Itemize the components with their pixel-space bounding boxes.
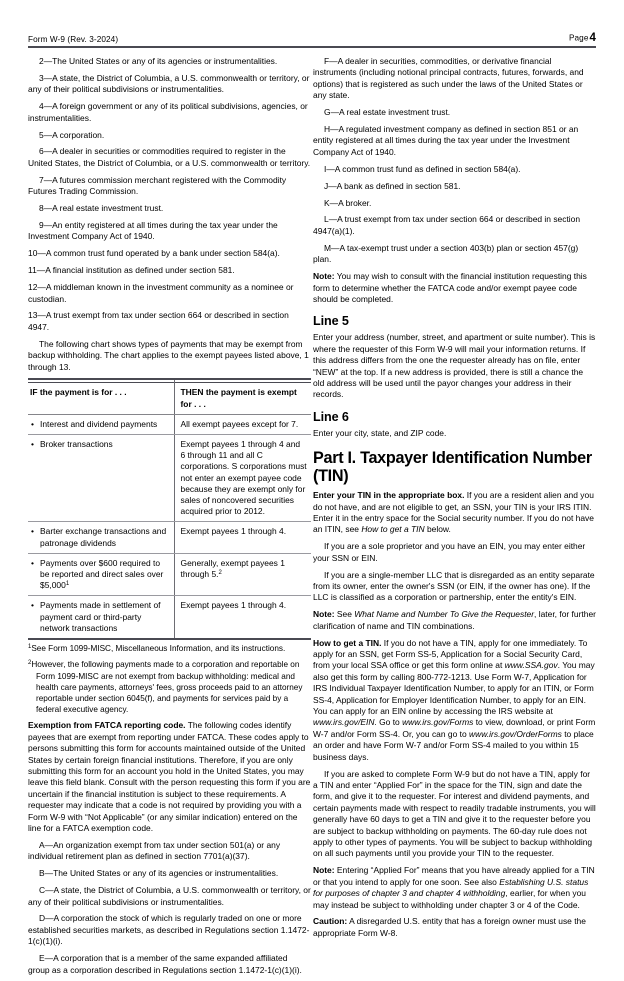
fatca-code-list-continued — [313, 56, 596, 266]
exempt-payee-item: 2—The United States or any of its agencies or instrumentalities. — [39, 56, 278, 66]
page-word: Page — [568, 33, 589, 43]
heading-line-6: Line 6 — [313, 409, 349, 424]
table-row — [28, 435, 311, 522]
right-column — [313, 56, 596, 945]
fatca-body: The following codes identify payees that are exempt from reporting under FATCA. These codes apply to persons submitting this form for accounts maintained outside of the United States by certain foreign financial institutions. Therefore, if you are only submitting this form for an account you hold in the United States, you may leave this field blank. Consult with the person requesting this form if you are uncertain if the financial institution is subject to these requirements. A requester may indicate that a code is not required by providing you with a Form W-9 with “Not Applicable” (or any similar indication) entered on the line for a FATCA exemption code. — [28, 720, 311, 833]
how-to-get-tin-paragraph — [313, 638, 596, 763]
chart-footnote-1 — [28, 643, 311, 654]
tin-lead-in: Enter your TIN in the appropriate box. — [313, 490, 465, 501]
how-to-body-c: . Go to — [374, 717, 403, 728]
fatca-code-item: L—A trust exempt from tax under section 664 or described in section 4947(a)(1). — [313, 214, 581, 236]
fatca-code-item: G—A real estate investment trust. — [324, 107, 451, 118]
footnote-text: See Form 1099-MISC, Miscellaneous Information, and its instructions. — [31, 644, 286, 654]
page-number: 4 — [589, 32, 596, 44]
chart-payment-type: • Broker transactions — [28, 435, 174, 522]
how-to-body-d: to view, download, or print Form W-7 and/or Form SS-4. Or, you can go to — [313, 717, 596, 739]
single-member-llc-paragraph: If you are a single-member LLC that is disregarded as an entity separate from its owner, enter the owner's SSN (or EIN, if the owner has one). If the LLC is classified as a corporation or partnership, enter the entity's EIN. — [313, 569, 595, 603]
fatca-code-item: I—A common trust fund as defined in section 584(a). — [324, 163, 521, 174]
note2-body-a: Entering “Applied For” means that you have already applied for a TIN or that you intend to apply for one soon. See also — [313, 865, 595, 887]
fatca-code-item: B—The United States or any of its agencies or instrumentalities. — [39, 868, 279, 879]
heading-part-1: Part I. Taxpayer Identification Number (TIN) — [313, 449, 592, 486]
fatca-note-paragraph — [313, 271, 596, 305]
note-italic-reference: What Name and Number To Give the Requester — [354, 609, 535, 620]
note2-italic-reference: Establishing U.S. status for purposes of chapter 3 and chapter 4 withholding — [313, 876, 589, 899]
tin-body-a: If you are a resident alien and you do not have, and are not eligible to get, an SSN, your TIN is your IRS ITIN. Enter it in the entry space for the Social security number. If you do not have an ITIN, see — [313, 490, 594, 535]
caution-paragraph — [313, 916, 596, 939]
how-to-body-a: If you do not have a TIN, apply for one immediately. To apply for an SSN, get Form SS-5, Application for a Social Security Card, from your local SSA office or get this form online at — [313, 637, 588, 671]
tin-note-paragraph — [313, 609, 596, 632]
chart-exempt-for: Exempt payees 1 through 4. — [174, 522, 311, 553]
exempt-payee-item: 11—A financial institution as defined under section 581. — [28, 265, 235, 276]
note-body-a: See — [334, 609, 355, 620]
chart-exempt-for: Exempt payees 1 through 4 and 6 through 11 and all C corporations. S corporations must not enter an exempt payee code because they are exempt only for sales of noncovered securities acquired prior to 2012. — [174, 435, 311, 522]
irs-orderforms-website-reference: www.irs.gov/OrderForms — [469, 728, 562, 739]
page-number-label — [569, 32, 596, 44]
left-column — [28, 56, 311, 981]
fatca-code-item: D—A corporation the stock of which is regularly traded on one or more established securities markets, as described in Regulations section 1.1472-1(c)(1)(i). — [28, 913, 310, 947]
fatca-code-item: J—A bank as defined in section 581. — [324, 180, 461, 191]
how-to-get-tin-lead-in: How to get a TIN. — [313, 637, 382, 648]
exempt-payee-item: 10—A common trust fund operated by a bank under section 584(a). — [28, 248, 280, 259]
footnote-number: 2 — [28, 660, 32, 667]
sole-proprietor-paragraph: If you are a sole proprietor and you have an EIN, you may enter either your SSN or EIN. — [313, 541, 586, 563]
irs-ein-website-reference: www.irs.gov/EIN — [313, 717, 375, 728]
chart-header-row — [28, 383, 311, 414]
fatca-code-item: E—A corporation that is a member of the same expanded affiliated group as a corporation described in Regulations section 1.1472-1(c)(1)(i). — [28, 953, 302, 975]
exempt-payee-item: 6—A dealer in securities or commodities required to register in the United States, the District of Columbia, or a U.S. commonwealth or territory. — [28, 146, 311, 168]
exempt-payee-item: 12—A middleman known in the investment community as a nominee or custodian. — [28, 282, 294, 304]
fatca-code-item: A—An organization exempt from tax under section 501(a) or any individual retirement plan as defined in section 7701(a)(37). — [28, 839, 281, 862]
note-lead-in: Note: — [313, 609, 335, 620]
ssa-website-reference: www.SSA.gov — [504, 660, 558, 671]
chart-payment-type — [28, 553, 174, 596]
note-lead-in: Note: — [313, 271, 335, 282]
chart-footnote-2 — [28, 659, 311, 715]
fatca-code-list — [28, 840, 311, 976]
tin-body-b: below. — [424, 524, 451, 535]
irs-forms-website-reference: www.irs.gov/Forms — [402, 717, 474, 728]
note2-body-b: , earlier, for when you may instead be subject to withholding under chapter 3 or 4 of the Code. — [313, 888, 586, 910]
exempt-payee-item: 8—A real estate investment trust. — [39, 203, 164, 214]
fatca-code-item: M—A tax-exempt trust under a section 403(b) plan or section 457(g) plan. — [313, 242, 579, 265]
chart-header-then: THEN the payment is exempt for . . . — [174, 383, 311, 414]
applied-for-note-paragraph — [313, 865, 596, 911]
exempt-payee-item: 9—An entity registered at all times during the tax year under the Investment Company Act of 1940. — [28, 219, 278, 242]
table-row — [28, 522, 311, 553]
footnote-marker-2: 2 — [218, 569, 222, 576]
note-body-b: , later, for further clarification of name and TIN combinations. — [313, 609, 596, 631]
chart-payment-type: • Barter exchange transactions and patronage dividends — [28, 522, 174, 553]
fatca-code-item: C—A state, the District of Columbia, a U.S. commonwealth or territory, or any of their political subdivisions or instrumentalities. — [28, 885, 311, 907]
how-to-body-e: to place an order and have Form W-7 and/or Form SS-4 mailed to you within 15 business days. — [313, 728, 594, 762]
tin-italic-reference: How to get a TIN — [361, 524, 425, 535]
chart-exempt-for: All exempt payees except for 7. — [174, 414, 311, 434]
exempt-payee-item: 13—A trust exempt from tax under section 664 or described in section 4947. — [28, 310, 289, 332]
fatca-lead-in: Exemption from FATCA reporting code. — [28, 720, 186, 731]
how-to-body-b: . You may also get this form by calling 800-772-1213. Use Form W-7, Application for IRS Individual Taxpayer Identification Number, to apply for an ITIN, or Form SS-4, Application for Employer Identification Number, to apply for an EIN. You can apply for an EIN online by accessing the IRS website at — [313, 660, 595, 717]
footnote-number: 1 — [28, 643, 32, 650]
caution-lead-in: Caution: — [313, 916, 348, 927]
chart-payment-type: • Interest and dividend payments — [28, 414, 174, 434]
exempt-payment-chart — [28, 378, 311, 640]
chart-payment-type: • Payments made in settlement of payment card or third-party network transactions — [28, 596, 174, 639]
page-running-head — [28, 30, 596, 48]
chart-exempt-for-text: Generally, exempt payees 1 through 5. — [180, 557, 285, 580]
tin-intro-paragraph — [313, 490, 596, 536]
caution-body: A disregarded U.S. entity that has a foreign owner must use the appropriate Form W-8. — [313, 916, 586, 938]
table-row — [28, 553, 311, 596]
fatca-code-item: H—A regulated investment company as defined in section 851 or an entity registered at all times during the tax year under the Investment Company Act of 1940. — [313, 124, 579, 157]
exempt-payee-item: 5—A corporation. — [39, 129, 105, 140]
form-identifier: Form W-9 (Rev. 3-2024) — [28, 35, 119, 44]
note-body: You may wish to consult with the financial institution requesting this form to determine whether the FATCA code and/or exempt payee code should be completed. — [313, 271, 587, 304]
exempt-payee-item: 3—A state, the District of Columbia, a U.S. commonwealth or territory, or any of their political subdivisions or instrumentalities. — [28, 72, 310, 95]
chart-exempt-for — [174, 553, 311, 596]
chart-exempt-for: Exempt payees 1 through 4. — [174, 596, 311, 639]
exempt-payee-code-list — [28, 56, 311, 333]
applied-for-paragraph: If you are asked to complete Form W-9 but do not have a TIN, apply for a TIN and enter “Applied For” in the space for the TIN, sign and date the form, and give it to the requester. For interest and dividend payments, and certain payments made with respect to readily tradable instruments, you will generally have 60 days to get a TIN and give it to the requester before you are subject to backup withholding on payments. The 60-day rule does not apply to other types of payments. You will be subject to backup withholding on all such payments until you provide your TIN to the requester. — [313, 768, 596, 859]
fatca-code-item: F—A dealer in securities, commodities, or derivative financial instruments (including notional principal contracts, futures, forwards, and options) that is registered as such under the laws of the United States or any state. — [313, 56, 584, 101]
line-6-body: Enter your city, state, and ZIP code. — [313, 427, 447, 438]
table-row — [28, 596, 311, 639]
fatca-code-item: K—A broker. — [324, 197, 372, 208]
exempt-payee-item: 7—A futures commission merchant registered with the Commodity Futures Trading Commission. — [28, 174, 287, 197]
line-5-body: Enter your address (number, street, and apartment or suite number). This is where the requester of this Form W-9 will mail your information returns. If this address differs from the one the requester already has on file, enter “NEW” at the top. If a new address is provided, there is still a chance the old address will be used until the payor changes your address in their records. — [313, 332, 596, 400]
note-lead-in: Note: — [313, 865, 335, 876]
exempt-payee-item: 4—A foreign government or any of its political subdivisions, agencies, or instrumentalities. — [28, 101, 308, 123]
chart-intro-paragraph: The following chart shows types of payments that may be exempt from backup withholding. The chart applies to the exempt payees listed above, 1 through 13. — [28, 338, 309, 372]
footnote-text: However, the following payments made to a corporation and reportable on Form 1099-MISC are not exempt from backup withholding: medical and health care payments, attorneys' fees, gross proceeds paid to an attorney reportable under section 6045(f), and payments for services paid by a federal executive agency. — [31, 660, 303, 715]
heading-line-5: Line 5 — [313, 314, 349, 329]
fatca-reporting-code-paragraph — [28, 720, 311, 834]
chart-payment-type-text: Payments over $600 required to be reported and direct sales over $5,000 — [40, 557, 164, 591]
table-row — [28, 414, 311, 434]
footnote-marker-1: 1 — [65, 581, 70, 588]
chart-header-if: IF the payment is for . . . — [28, 383, 174, 414]
